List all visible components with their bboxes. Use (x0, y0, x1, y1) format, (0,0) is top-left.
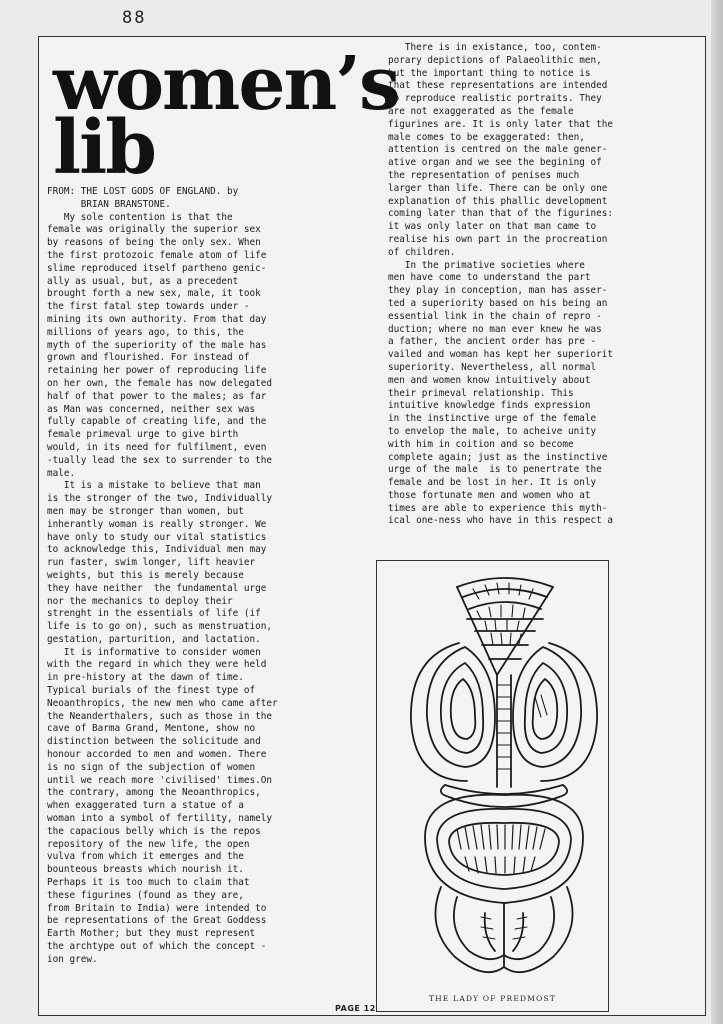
article-line: have only to study our vital statistics (47, 531, 267, 543)
article-line: times are able to experience this myth- (388, 502, 608, 514)
headline-line-2: lib (53, 105, 155, 191)
article-line: when exaggerated turn a statue of a (47, 800, 244, 812)
article-line: woman into a symbol of fertility, namely (47, 813, 273, 825)
article-line: duction; where no man ever knew he was (388, 323, 602, 335)
article-line: millions of years ago, to this, the (47, 326, 244, 338)
article-line: the first protozoic female atom of life (47, 249, 267, 261)
article-line: the Neanderthalers, such as those in the (47, 710, 273, 722)
article-line: myth of the superiority of the male has (47, 339, 267, 351)
article-line: fully capable of creating life, and the (47, 416, 267, 428)
article-line: inherantly woman is really stronger. We (47, 518, 267, 530)
article-line: those fortunate men and women who at (388, 489, 591, 501)
figure-caption: THE LADY OF PREDMOST (428, 994, 557, 1003)
article-line: but the important thing to notice is (388, 67, 591, 79)
article-line: the archtype out of which the concept - (47, 941, 267, 953)
article-line: distinction between the solicitude and (47, 736, 261, 748)
article-line: male. (47, 467, 76, 479)
article-line: that these representations are intended (388, 80, 608, 92)
article-line: these figurines (found as they are, (47, 889, 244, 901)
article-line: ted a superiority based on his being an (388, 297, 608, 309)
article-line: complete again; just as the instinctive (388, 451, 608, 463)
article-line: essential link in the chain of repro - (388, 310, 602, 322)
article-line: vulva from which it emerges and the (47, 851, 244, 863)
article-line: It is informative to consider women (47, 646, 261, 658)
article-line: vailed and woman has kept her superiorit (388, 349, 614, 361)
article-line: the contrary, among the Neoanthropics, (47, 787, 261, 799)
article-line: men may be stronger than women, but (47, 505, 244, 517)
article-line: men have come to understand the part (388, 272, 591, 284)
article-line: coming later than that of the figurines: (388, 208, 614, 220)
article-line: with him in coition and so become (388, 438, 574, 450)
article-line: with the regard in which they were held (47, 659, 267, 671)
article-line: are not exaggerated as the female (388, 105, 574, 117)
article-line: a father, the ancient order has pre - (388, 336, 597, 348)
left-column (47, 186, 322, 967)
article-line: life is to go on), such as menstruation, (47, 621, 273, 633)
article-line: is no sign of the subjection of women (47, 761, 256, 773)
article-line: My sole contention is that the (47, 211, 233, 223)
article-line: female and be lost in her. It is only (388, 477, 597, 489)
article-line: retaining her power of reproducing life (47, 365, 267, 377)
article-line: would, in its need for fulfilment, even (47, 441, 267, 453)
article-line: intuitive knowledge finds expression (388, 400, 591, 412)
article-line: Perhaps it is too much to claim that (47, 877, 250, 889)
byline-line: FROM: THE LOST GODS OF ENGLAND. by (47, 186, 239, 197)
article-line: attention is centred on the male gener- (388, 144, 608, 156)
headline (53, 41, 399, 191)
article-line: ion grew. (47, 953, 98, 965)
article-line: strenght in the essentials of life (if (47, 608, 261, 620)
article-line: half of that power to the males; as far (47, 390, 267, 402)
article-line: figurines are. It is only later that the (388, 118, 614, 130)
article-line: porary depictions of Palaeolithic men, (388, 54, 602, 66)
article-line: weights, but this is merely because (47, 569, 244, 581)
article-line: until we reach more 'civilised' times.On (47, 774, 273, 786)
article-line: run faster, swim longer, lift heavier (47, 557, 256, 569)
article-line: Neoanthropics, the new men who came after (47, 697, 278, 709)
article-line: larger than life. There can be only one (388, 182, 608, 194)
footer-page-number: PAGE 12 (335, 1004, 376, 1013)
article-line: to acknowledge this, Individual men may (47, 544, 267, 556)
headline-line-1: women’s (53, 41, 399, 127)
article-line: in the instinctive urge of the female (388, 413, 597, 425)
article-line: female primeval urge to give birth (47, 429, 239, 441)
article-line: they have neither the fundamental urge (47, 582, 267, 594)
article-line: it was only later on that man came to (388, 221, 597, 233)
article-line: urge of the male is to penertrate the (388, 464, 602, 476)
article-line: to reproduce realistic portraits. They (388, 93, 602, 105)
byline-line: BRIAN BRANSTONE. (47, 198, 171, 210)
article-line: of children. (388, 246, 456, 258)
article-line: they play in conception, man has asser- (388, 285, 608, 297)
predmost-figure-drawing (385, 567, 602, 989)
figure-frame (376, 560, 609, 1012)
article-line: mining its own authority. From that day (47, 313, 267, 325)
article-line: on her own, the female has now delegated (47, 377, 273, 389)
article-line: cave of Barma Grand, Mentone, show no (47, 723, 256, 735)
article-line: explanation of this phallic development (388, 195, 608, 207)
right-column (388, 42, 688, 528)
article-line: as Man was concerned, neither sex was (47, 403, 256, 415)
article-line: brought forth a new sex, male, it took (47, 288, 261, 300)
article-line: to envelop the male, to acheive unity (388, 425, 597, 437)
article-line: nor the mechanics to deploy their (47, 595, 233, 607)
article-line: men and women know intuitively about (388, 374, 591, 386)
article-line: be representations of the Great Goddess (47, 915, 267, 927)
article-line: Typical burials of the finest type of (47, 685, 256, 697)
article-line: In the primative societies where (388, 259, 585, 271)
article-line: in pre-history at the dawn of time. (47, 672, 244, 684)
article-line: ical one-ness who have in this respect a (388, 515, 614, 527)
article-line: grown and flourished. For instead of (47, 352, 250, 364)
article-line: realise his own part in the procreation (388, 233, 608, 245)
article-line: slime reproduced itself partheno genic- (47, 262, 267, 274)
top-page-number: 88 (122, 8, 147, 28)
page-edge (711, 0, 723, 1024)
article-line: gestation, parturition, and lactation. (47, 633, 261, 645)
article-line: honour accorded to men and women. There (47, 749, 267, 761)
article-line: -tually lead the sex to surrender to the (47, 454, 273, 466)
article-line: ally as usual, but, as a precedent (47, 275, 239, 287)
article-line: the representation of penises much (388, 169, 580, 181)
article-line: bounteous breasts which nourish it. (47, 864, 244, 876)
article-line: Earth Mother; but they must represent (47, 928, 256, 940)
article-line: superiority. Nevertheless, all normal (388, 361, 597, 373)
article-line: female was originally the superior sex (47, 224, 261, 236)
article-line: the first fatal step towards under - (47, 301, 250, 313)
article-line: their primeval relationship. This (388, 387, 574, 399)
article-line: male comes to be exaggerated: then, (388, 131, 585, 143)
article-line: It is a mistake to believe that man (47, 480, 261, 492)
article-line: ative organ and we see the begining of (388, 157, 602, 169)
article-line: the capacious belly which is the repos (47, 825, 261, 837)
article-line: by reasons of being the only sex. When (47, 237, 261, 249)
article-line: There is in existance, too, contem- (388, 42, 602, 53)
article-line: from Britain to India) were intended to (47, 902, 267, 914)
article-line: is the stronger of the two, Individually (47, 493, 273, 505)
article-line: repository of the new life, the open (47, 838, 250, 850)
